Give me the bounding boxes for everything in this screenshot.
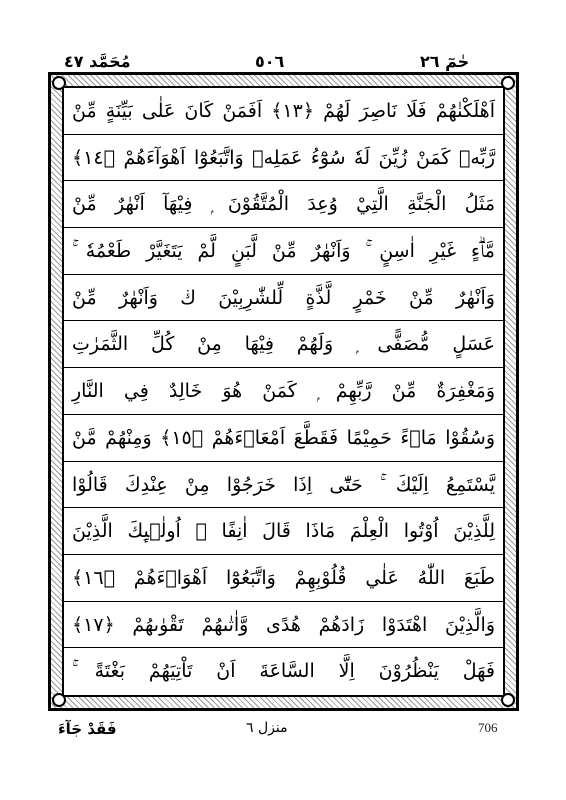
corner-ornament-top-right xyxy=(501,76,515,90)
verse-line: عَسَلٍ مُّصَفًّى ۭ وَلَهُمْ فِيْهَا مِنْ كُلِّ الثَّمَرٰتِ xyxy=(64,321,503,368)
verse-line: مَّاۗءٍ غَيْرِ اٰسِنٍ ۚ وَاَنْهٰرٌ مِّنْ لَّبَنٍ لَّمْ يَتَغَيَّرْ طَعْمُهٗ ۚ xyxy=(64,228,503,275)
manzil-label: منزل ٦ xyxy=(246,720,288,736)
verse-line: وَاَنْهٰرٌ مِّنْ خَمْرٍ لَّذَّةٍ لِّلشّٰرِبِيْنَ ڬ وَاَنْهٰرٌ مِّنْ xyxy=(64,275,503,322)
verse-line: طَبَعَ اللّٰهُ عَلٰي قُلُوْبِهِمْ وَاتَّبَعُوْٓا اَهْوَاۗءَهُمْ ﴿١٦﴾ xyxy=(64,555,503,602)
verse-line: فَهَلْ يَنْظُرُوْنَ اِلَّا السَّاعَةَ اَنْ تَاْتِيَهُمْ بَغْتَةً ۚ xyxy=(72,660,495,683)
verse-line: رَّبِّهٖ كَمَنْ زُيِّنَ لَهٗ سُوْٓءُ عَمَلِهٖ وَاتَّبَعُوْٓا اَهْوَآءَهُمْ ﴿١٤﴾ xyxy=(64,135,503,182)
page-number-latin: 706 xyxy=(478,720,498,735)
verse-line: وَمَغْفِرَةٌ مِّنْ رَّبِّهِمْ ۭ كَمَنْ هُوَ خَالِدٌ فِي النَّارِ xyxy=(64,368,503,415)
page-number-arabic: ٥٠٦ xyxy=(255,52,285,71)
verse-line: اَهْلَكْنٰهُمْ فَلَا نَاصِرَ لَهُمْ ﴿١٣﴾ اَفَمَنْ كَانَ عَلٰى بَيِّنَةٍ مِّنْ xyxy=(64,88,503,135)
verse-lines xyxy=(64,88,503,695)
verse-line: مَثَلُ الْجَنَّةِ الَّتِيْ وُعِدَ الْمُتَّقُوْنَ ۭ فِيْهَآ اَنْهٰرٌ مِّنْ xyxy=(64,181,503,228)
corner-ornament-bottom-left xyxy=(52,693,66,707)
corner-ornament-bottom-right xyxy=(501,693,515,707)
catchword: فَقَدْ جَآءَ xyxy=(58,720,117,738)
verse-line: وَالَّذِيْنَ اهْتَدَوْا زَادَهُمْ هُدًى وَّاٰتٰىهُمْ تَقْوٰىهُمْ ﴿١٧﴾ xyxy=(64,602,503,649)
surah-label: مُحَمَّد ٤٧ xyxy=(64,52,131,71)
verse-line: وَسُقُوْا مَاۗءً حَمِيْمًا فَقَطَّعَ اَمْعَاۗءَهُمْ ﴿١٥﴾ وَمِنْهُمْ مَّنْ xyxy=(64,415,503,462)
juz-label: حٰمٓ ٢٦ xyxy=(420,52,470,71)
verse-line: لِلَّذِيْنَ اُوْتُوا الْعِلْمَ مَاذَا قَالَ اٰنِفًا ۣ اُولٰۗىِٕكَ الَّذِيْنَ xyxy=(64,508,503,555)
verse-line: يَّسْتَمِعُ اِلَيْكَ ۚ حَتّٰٓى اِذَا خَرَجُوْا مِنْ عِنْدِكَ قَالُوْا xyxy=(64,462,503,509)
